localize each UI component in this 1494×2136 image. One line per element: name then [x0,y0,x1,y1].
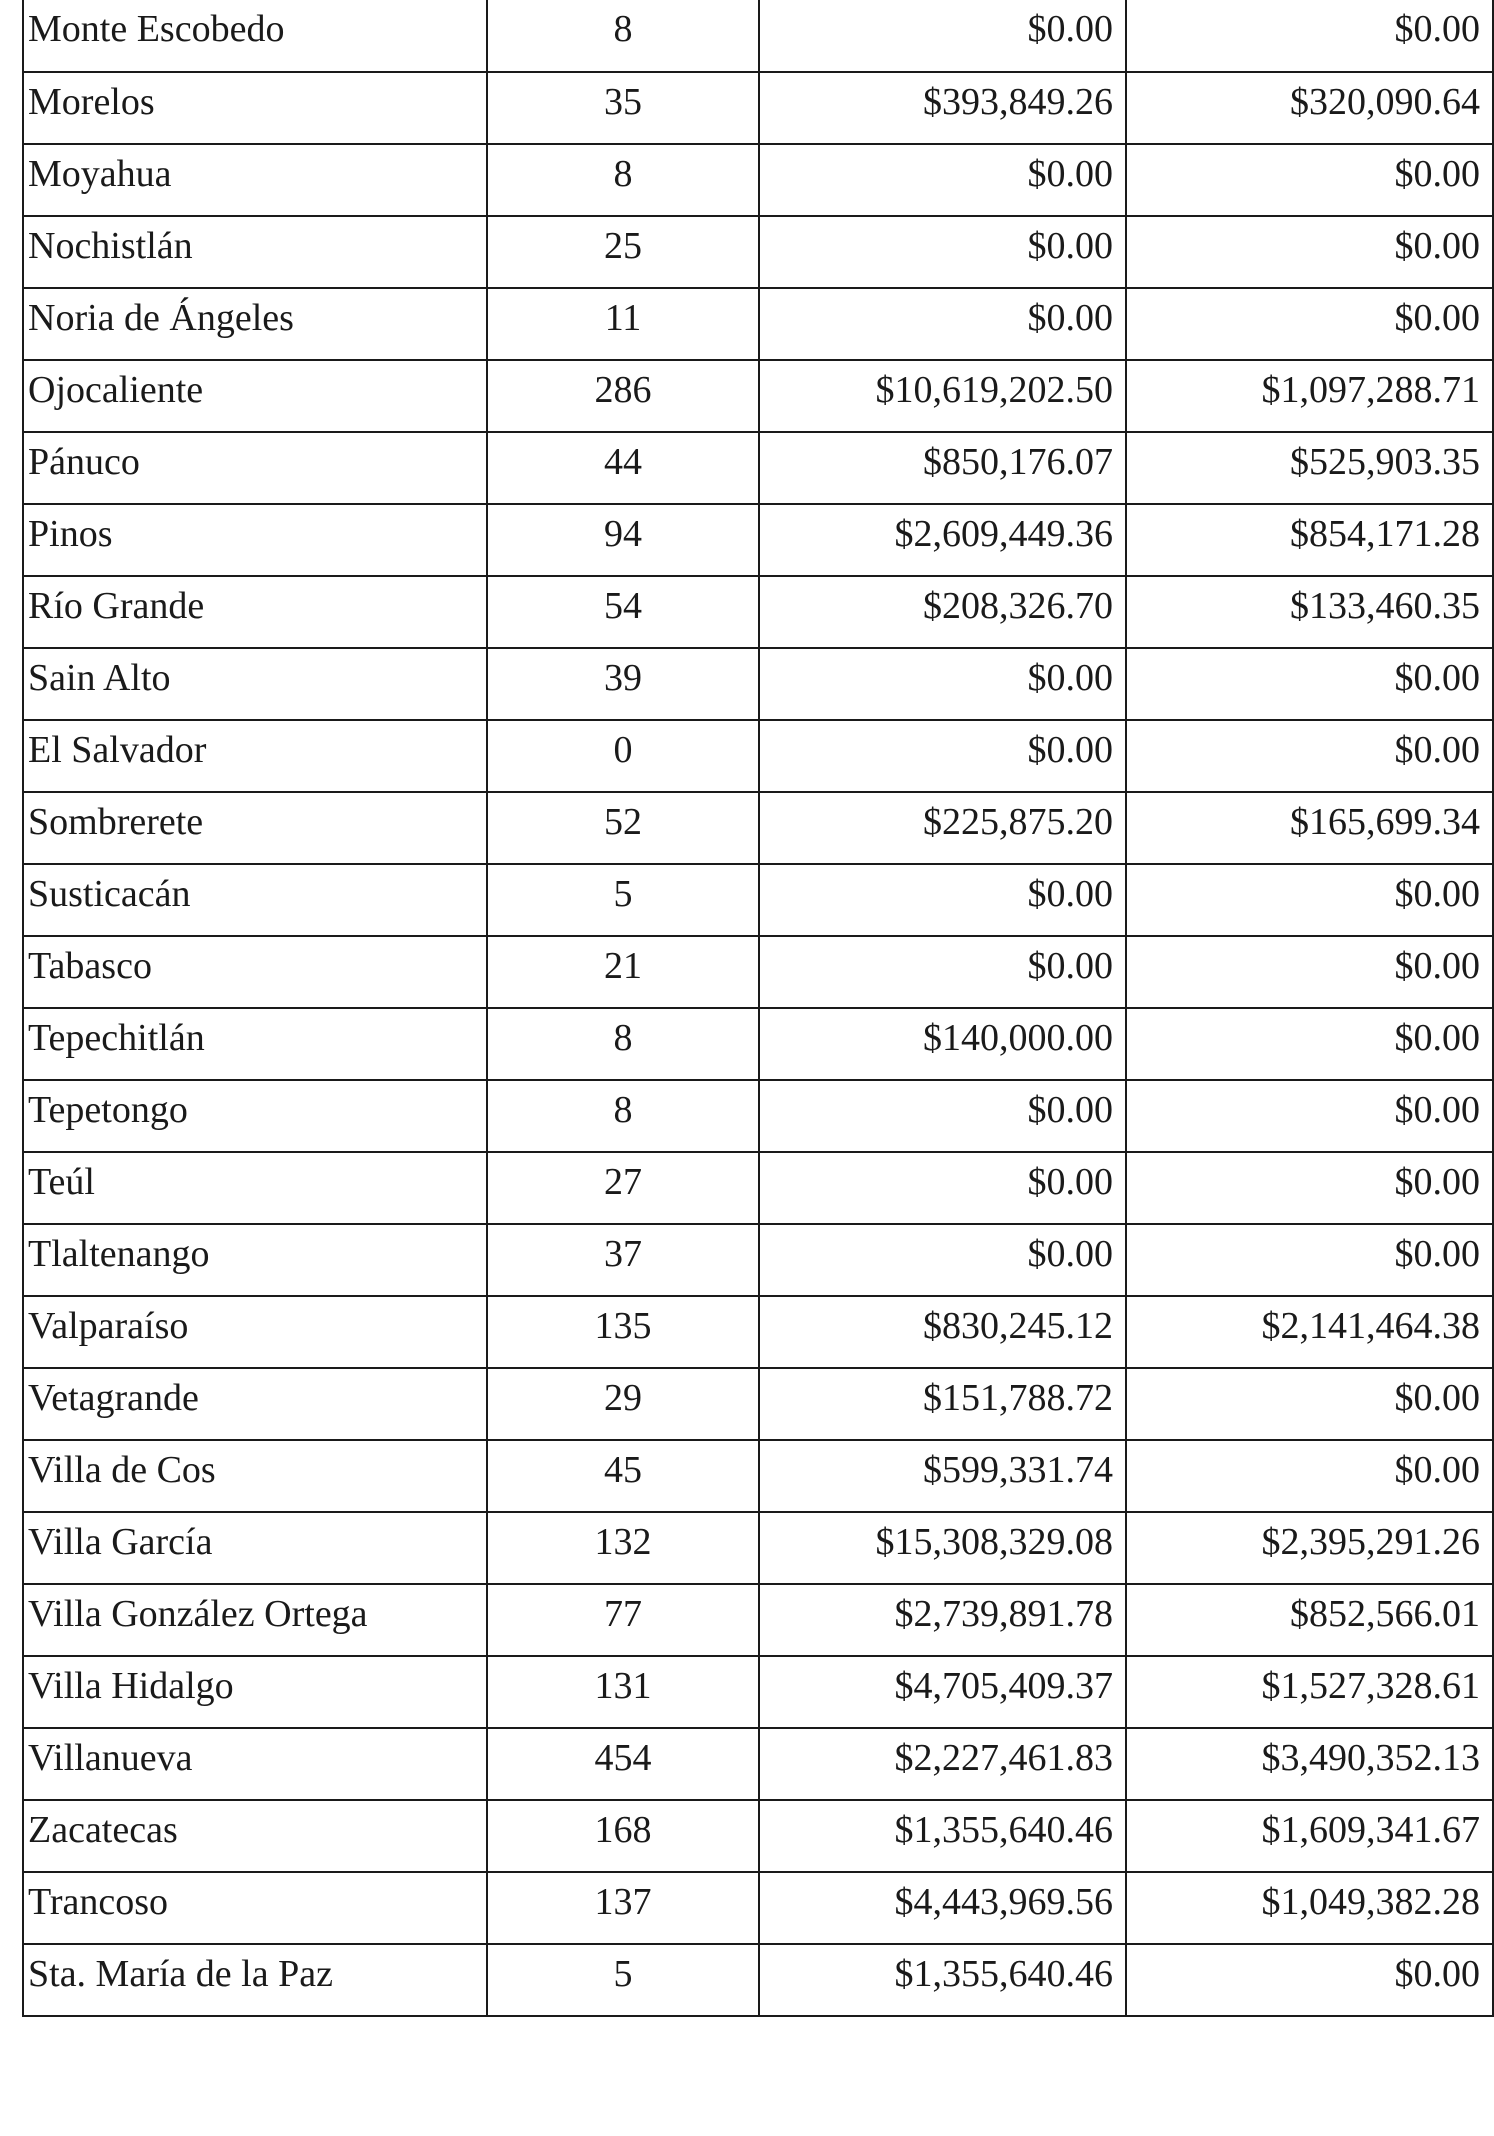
amount-a-cell: $0.00 [759,936,1126,1008]
municipio-cell: Villa García [23,1512,487,1584]
amount-b-cell: $0.00 [1126,1080,1493,1152]
amount-b-cell: $1,049,382.28 [1126,1872,1493,1944]
amount-b-cell: $0.00 [1126,1224,1493,1296]
count-cell: 135 [487,1296,759,1368]
table-row [23,0,1493,72]
table-row [23,432,1493,504]
municipio-cell: Tabasco [23,936,487,1008]
amount-b-cell: $2,141,464.38 [1126,1296,1493,1368]
municipio-cell: Ojocaliente [23,360,487,432]
table-body [23,0,1493,2016]
municipio-cell: Pánuco [23,432,487,504]
table-row [23,288,1493,360]
count-cell: 0 [487,720,759,792]
count-cell: 8 [487,1008,759,1080]
count-cell: 168 [487,1800,759,1872]
count-cell: 39 [487,648,759,720]
amount-a-cell: $0.00 [759,648,1126,720]
municipio-cell: Tlaltenango [23,1224,487,1296]
municipio-cell: Río Grande [23,576,487,648]
amount-b-cell: $854,171.28 [1126,504,1493,576]
amount-b-cell: $0.00 [1126,1152,1493,1224]
table-row [23,576,1493,648]
municipio-cell: Villa de Cos [23,1440,487,1512]
table-row [23,1368,1493,1440]
amount-a-cell: $0.00 [759,720,1126,792]
municipio-cell: Sta. María de la Paz [23,1944,487,2016]
count-cell: 131 [487,1656,759,1728]
amount-b-cell: $0.00 [1126,0,1493,72]
amount-a-cell: $0.00 [759,216,1126,288]
municipio-cell: Pinos [23,504,487,576]
municipio-cell: Tepechitlán [23,1008,487,1080]
count-cell: 5 [487,864,759,936]
municipio-cell: El Salvador [23,720,487,792]
amount-a-cell: $4,443,969.56 [759,1872,1126,1944]
amount-b-cell: $0.00 [1126,216,1493,288]
count-cell: 37 [487,1224,759,1296]
count-cell: 44 [487,432,759,504]
amount-a-cell: $1,355,640.46 [759,1800,1126,1872]
amount-a-cell: $0.00 [759,144,1126,216]
table-row [23,648,1493,720]
amount-b-cell: $0.00 [1126,1440,1493,1512]
amount-b-cell: $320,090.64 [1126,72,1493,144]
municipio-cell: Noria de Ángeles [23,288,487,360]
amount-a-cell: $0.00 [759,1080,1126,1152]
table-row [23,1728,1493,1800]
municipio-cell: Tepetongo [23,1080,487,1152]
table-row [23,720,1493,792]
amount-a-cell: $2,739,891.78 [759,1584,1126,1656]
amount-a-cell: $0.00 [759,0,1126,72]
municipio-cell: Villa González Ortega [23,1584,487,1656]
count-cell: 29 [487,1368,759,1440]
amount-a-cell: $850,176.07 [759,432,1126,504]
amount-b-cell: $0.00 [1126,144,1493,216]
amount-b-cell: $2,395,291.26 [1126,1512,1493,1584]
amount-b-cell: $1,097,288.71 [1126,360,1493,432]
municipio-cell: Sombrerete [23,792,487,864]
amount-a-cell: $0.00 [759,864,1126,936]
amount-b-cell: $0.00 [1126,1008,1493,1080]
municipio-cell: Villa Hidalgo [23,1656,487,1728]
municipio-cell: Monte Escobedo [23,0,487,72]
count-cell: 21 [487,936,759,1008]
count-cell: 11 [487,288,759,360]
amount-a-cell: $0.00 [759,1224,1126,1296]
municipio-cell: Villanueva [23,1728,487,1800]
amount-b-cell: $1,527,328.61 [1126,1656,1493,1728]
amount-a-cell: $208,326.70 [759,576,1126,648]
count-cell: 54 [487,576,759,648]
amount-a-cell: $2,227,461.83 [759,1728,1126,1800]
amount-b-cell: $0.00 [1126,648,1493,720]
municipio-cell: Vetagrande [23,1368,487,1440]
table-row [23,1224,1493,1296]
amount-a-cell: $2,609,449.36 [759,504,1126,576]
count-cell: 27 [487,1152,759,1224]
municipio-cell: Zacatecas [23,1800,487,1872]
table-row [23,1080,1493,1152]
table-row [23,1296,1493,1368]
count-cell: 5 [487,1944,759,2016]
count-cell: 8 [487,0,759,72]
table-row [23,1800,1493,1872]
amount-b-cell: $133,460.35 [1126,576,1493,648]
amount-b-cell: $0.00 [1126,1944,1493,2016]
table-row [23,360,1493,432]
table-row [23,792,1493,864]
count-cell: 77 [487,1584,759,1656]
table-row [23,216,1493,288]
table-row [23,1440,1493,1512]
table-row [23,72,1493,144]
municipio-cell: Teúl [23,1152,487,1224]
municipio-cell: Sain Alto [23,648,487,720]
table-row [23,1872,1493,1944]
municipio-cell: Nochistlán [23,216,487,288]
table-row [23,864,1493,936]
count-cell: 286 [487,360,759,432]
amount-b-cell: $3,490,352.13 [1126,1728,1493,1800]
amount-a-cell: $225,875.20 [759,792,1126,864]
table-row [23,1944,1493,2016]
amount-a-cell: $10,619,202.50 [759,360,1126,432]
amount-b-cell: $525,903.35 [1126,432,1493,504]
table-row [23,1152,1493,1224]
municipio-cell: Trancoso [23,1872,487,1944]
count-cell: 35 [487,72,759,144]
municipio-cell: Susticacán [23,864,487,936]
count-cell: 45 [487,1440,759,1512]
amount-a-cell: $599,331.74 [759,1440,1126,1512]
count-cell: 132 [487,1512,759,1584]
amount-b-cell: $0.00 [1126,936,1493,1008]
municipio-cell: Moyahua [23,144,487,216]
table-row [23,1008,1493,1080]
municipio-cell: Valparaíso [23,1296,487,1368]
municipio-cell: Morelos [23,72,487,144]
amount-b-cell: $0.00 [1126,720,1493,792]
amount-a-cell: $830,245.12 [759,1296,1126,1368]
data-table [22,0,1494,2017]
count-cell: 8 [487,1080,759,1152]
amount-a-cell: $1,355,640.46 [759,1944,1126,2016]
amount-a-cell: $0.00 [759,288,1126,360]
count-cell: 8 [487,144,759,216]
table-row [23,936,1493,1008]
amount-a-cell: $15,308,329.08 [759,1512,1126,1584]
amount-b-cell: $165,699.34 [1126,792,1493,864]
count-cell: 137 [487,1872,759,1944]
amount-b-cell: $0.00 [1126,1368,1493,1440]
table-row [23,504,1493,576]
amount-b-cell: $1,609,341.67 [1126,1800,1493,1872]
count-cell: 94 [487,504,759,576]
amount-a-cell: $140,000.00 [759,1008,1126,1080]
amount-a-cell: $151,788.72 [759,1368,1126,1440]
amount-b-cell: $0.00 [1126,864,1493,936]
table-row [23,1512,1493,1584]
amount-b-cell: $852,566.01 [1126,1584,1493,1656]
amount-a-cell: $4,705,409.37 [759,1656,1126,1728]
count-cell: 25 [487,216,759,288]
amount-a-cell: $393,849.26 [759,72,1126,144]
count-cell: 52 [487,792,759,864]
amount-b-cell: $0.00 [1126,288,1493,360]
table-row [23,1584,1493,1656]
table-row [23,144,1493,216]
table-row [23,1656,1493,1728]
amount-a-cell: $0.00 [759,1152,1126,1224]
count-cell: 454 [487,1728,759,1800]
